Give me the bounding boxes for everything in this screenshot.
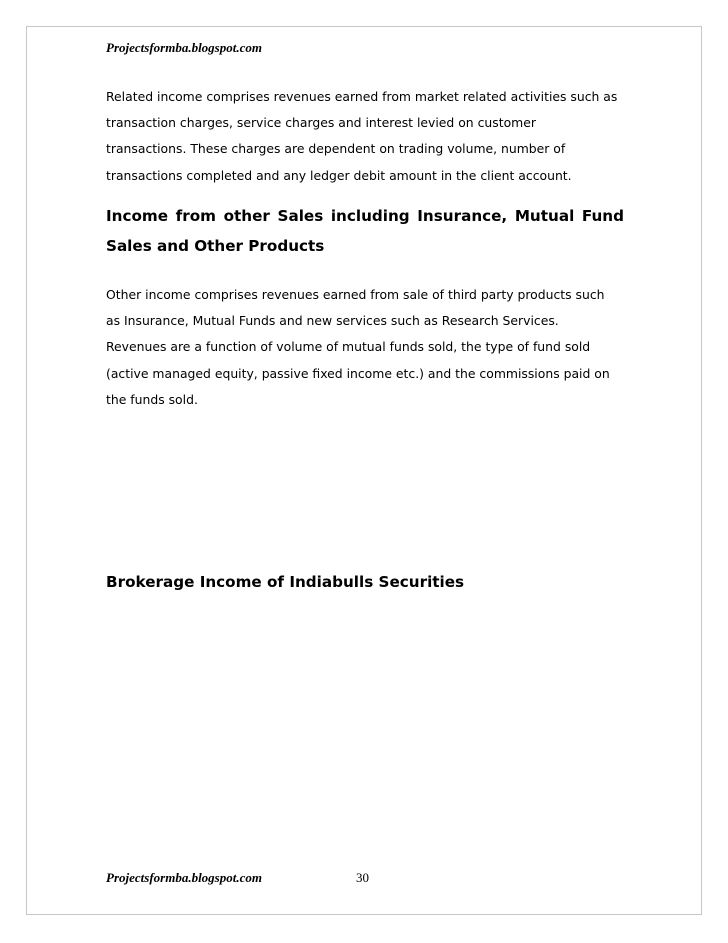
paragraph-line: transaction charges, service charges and interest levied on customer	[106, 115, 536, 131]
paragraph-line: the funds sold.	[106, 391, 198, 407]
paragraph-related-income	[106, 84, 626, 189]
heading-line: Sales and Other Products	[106, 237, 325, 255]
paragraph-line: transactions completed and any ledger debit amount in the client account.	[106, 167, 572, 183]
paragraph-line: Revenues are a function of volume of mutual funds sold, the type of fund sold	[106, 339, 591, 355]
paragraph-line: Other income comprises revenues earned from sale of third party products such	[106, 287, 605, 302]
section-heading-brokerage-income	[106, 567, 624, 597]
page-header: Projectsformba.blogspot.com	[106, 40, 262, 55]
paragraph-line: transactions. These charges are dependent on trading volume, number of	[106, 141, 566, 157]
heading-line: Income from other Sales including Insurance, Mutual Fund	[106, 207, 624, 225]
paragraph-line: (active managed equity, passive fixed income etc.) and the commissions paid on	[106, 365, 610, 381]
page-footer-site: Projectsformba.blogspot.com	[106, 870, 262, 885]
paragraph-other-income	[106, 282, 626, 413]
page-number: 30	[356, 870, 369, 885]
paragraph-line: Related income comprises revenues earned from market related activities such as	[106, 89, 618, 104]
heading-line: Brokerage Income of Indiabulls Securities	[106, 573, 465, 591]
section-heading-other-sales	[106, 201, 624, 261]
paragraph-line: as Insurance, Mutual Funds and new services such as Research Services.	[106, 313, 559, 329]
